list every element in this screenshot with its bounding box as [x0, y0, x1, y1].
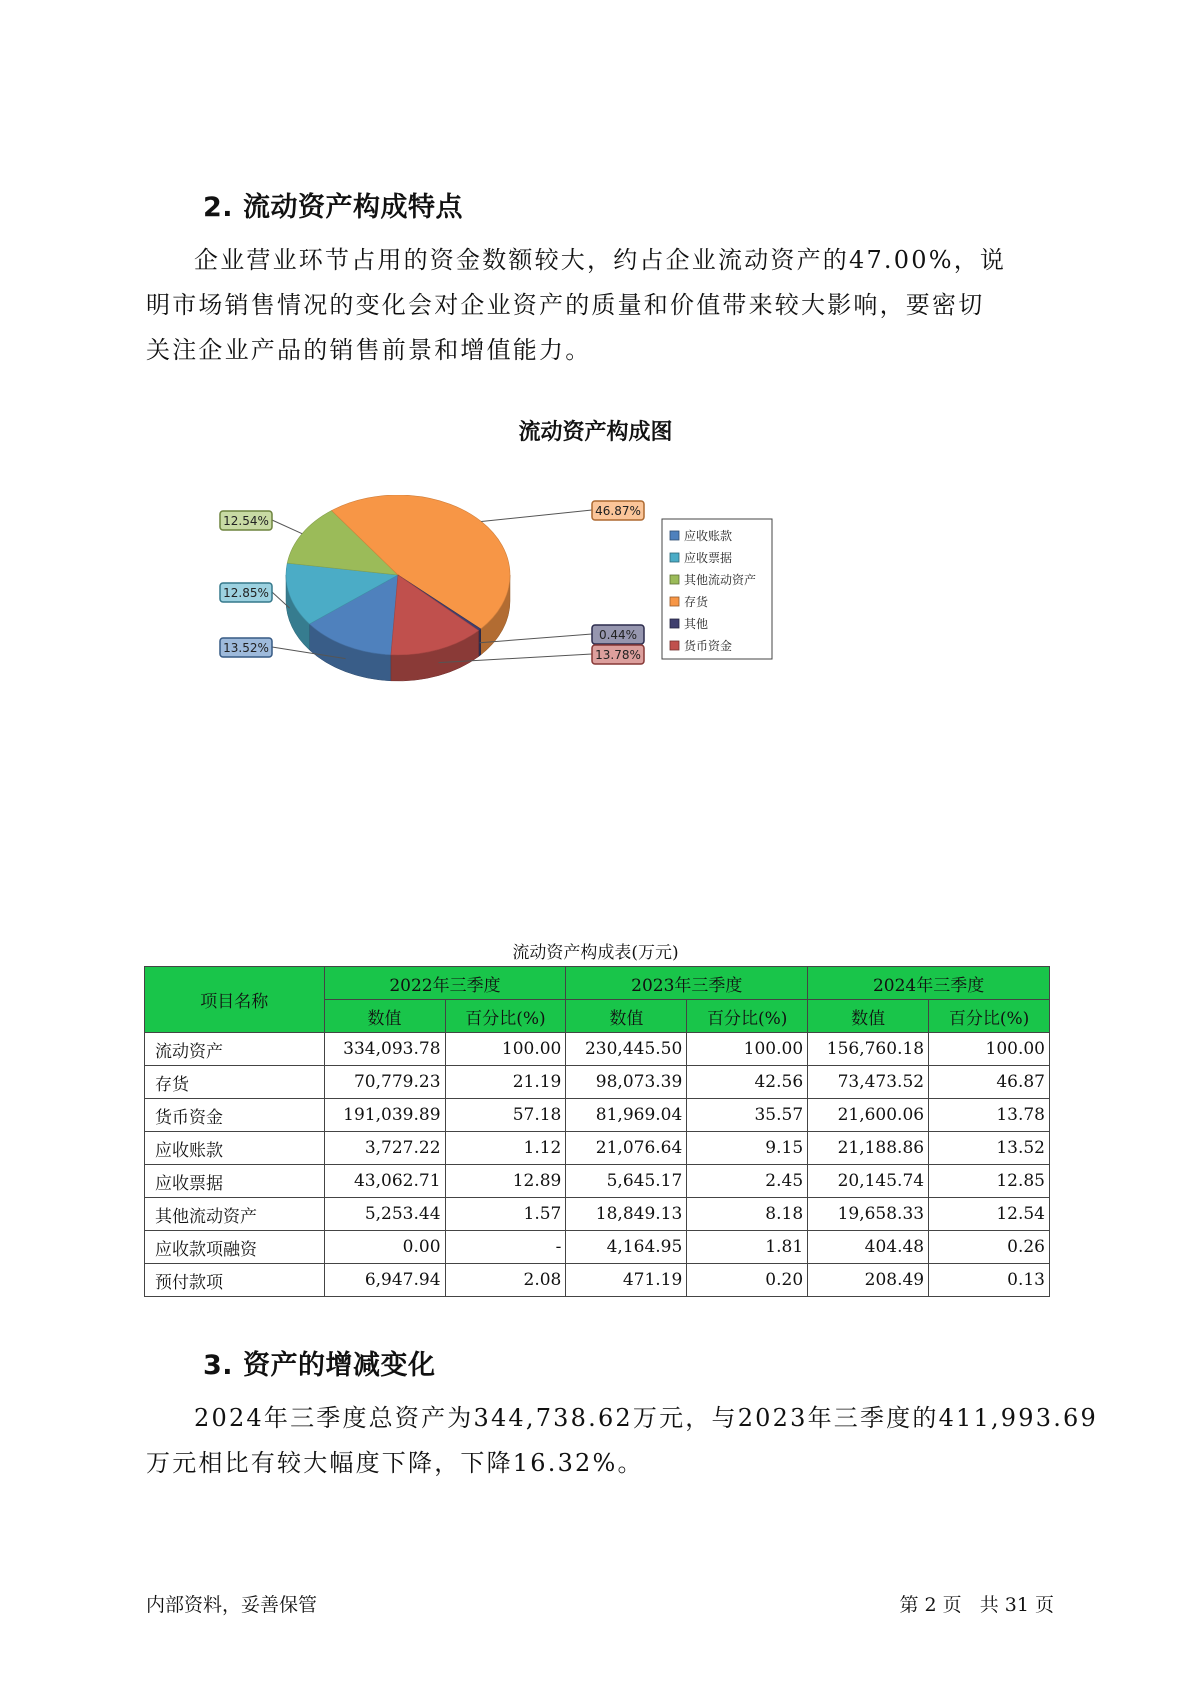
para-line: 2024年三季度总资产为344,738.62万元，与2023年三季度的411,993.69 — [194, 1404, 1098, 1432]
percent-cell: 46.87 — [929, 1066, 1050, 1099]
value-cell: 73,473.52 — [808, 1066, 929, 1099]
row-label: 应收款项融资 — [145, 1231, 325, 1264]
pie-tops — [286, 495, 510, 655]
legend-swatch — [670, 553, 679, 562]
para-line: 企业营业环节占用的资金数额较大，约占企业流动资产的47.00%，说 — [194, 246, 1007, 274]
row-label: 应收账款 — [145, 1132, 325, 1165]
value-cell: 471.19 — [566, 1264, 687, 1297]
percent-cell: 100.00 — [687, 1033, 808, 1066]
para-line: 明市场销售情况的变化会对企业资产的质量和价值带来较大影响，要密切 — [146, 291, 985, 319]
value-cell: 156,760.18 — [808, 1033, 929, 1066]
percent-cell: 100.00 — [929, 1033, 1050, 1066]
chart-title: 流动资产构成图 — [518, 420, 673, 445]
footer-confidential: 内部资料，妥善保管 — [146, 1594, 318, 1616]
legend-swatch — [670, 531, 679, 540]
value-cell: 334,093.78 — [324, 1033, 445, 1066]
chart-legend — [662, 519, 772, 659]
data-label: 13.78% — [595, 648, 641, 662]
header-pct: 百分比(%) — [445, 1000, 566, 1033]
header-pct: 百分比(%) — [929, 1000, 1050, 1033]
value-cell: 19,658.33 — [808, 1198, 929, 1231]
legend-entry: 存货 — [684, 595, 709, 609]
value-cell: 20,145.74 — [808, 1165, 929, 1198]
legend-swatch — [670, 575, 679, 584]
percent-cell: 2.08 — [445, 1264, 566, 1297]
leader-line — [481, 510, 592, 522]
section-3-heading: 3. 资产的增减变化 — [203, 1350, 436, 1381]
legend-swatch — [670, 597, 679, 606]
value-cell: 21,188.86 — [808, 1132, 929, 1165]
value-cell: 70,779.23 — [324, 1066, 445, 1099]
percent-cell: 1.81 — [687, 1231, 808, 1264]
percent-cell: 42.56 — [687, 1066, 808, 1099]
leader-line — [272, 520, 302, 534]
table-row — [145, 1165, 1050, 1198]
data-label: 13.52% — [223, 641, 269, 655]
value-cell: 6,947.94 — [324, 1264, 445, 1297]
percent-cell: 13.52 — [929, 1132, 1050, 1165]
percent-cell: 0.26 — [929, 1231, 1050, 1264]
value-cell: 3,727.22 — [324, 1132, 445, 1165]
legend-entry: 应收票据 — [684, 551, 733, 565]
table-row — [145, 1264, 1050, 1297]
percent-cell: 57.18 — [445, 1099, 566, 1132]
table-row — [145, 1066, 1050, 1099]
header-pct: 百分比(%) — [687, 1000, 808, 1033]
data-label: 46.87% — [595, 504, 641, 518]
header-item-name: 项目名称 — [145, 967, 325, 1033]
value-cell: 208.49 — [808, 1264, 929, 1297]
legend-swatch — [670, 619, 679, 628]
header-value: 数值 — [566, 1000, 687, 1033]
header-period: 2024年三季度 — [808, 967, 1050, 1000]
percent-cell: 35.57 — [687, 1099, 808, 1132]
row-label: 应收票据 — [145, 1165, 325, 1198]
legend-entry: 应收账款 — [684, 529, 733, 543]
table-row — [145, 1132, 1050, 1165]
table-row — [145, 1099, 1050, 1132]
percent-cell: 21.19 — [445, 1066, 566, 1099]
percent-cell: 0.13 — [929, 1264, 1050, 1297]
table-body — [145, 1033, 1050, 1297]
data-label: 0.44% — [598, 628, 638, 642]
legend-swatch — [670, 641, 679, 650]
table-row — [145, 1033, 1050, 1066]
pie-chart — [190, 495, 840, 735]
percent-cell: 8.18 — [687, 1198, 808, 1231]
row-label: 流动资产 — [145, 1033, 325, 1066]
value-cell: 404.48 — [808, 1231, 929, 1264]
percent-cell: 1.12 — [445, 1132, 566, 1165]
value-cell: 0.00 — [324, 1231, 445, 1264]
section-2-heading: 2. 流动资产构成特点 — [203, 192, 463, 223]
percent-cell: 100.00 — [445, 1033, 566, 1066]
percent-cell: 12.54 — [929, 1198, 1050, 1231]
value-cell: 21,076.64 — [566, 1132, 687, 1165]
row-label: 其他流动资产 — [145, 1198, 325, 1231]
header-period: 2022年三季度 — [324, 967, 566, 1000]
value-cell: 4,164.95 — [566, 1231, 687, 1264]
legend-entry: 其他 — [684, 617, 709, 631]
value-cell: 21,600.06 — [808, 1099, 929, 1132]
value-cell: 98,073.39 — [566, 1066, 687, 1099]
percent-cell: 12.85 — [929, 1165, 1050, 1198]
row-label: 存货 — [145, 1066, 325, 1099]
table-row — [145, 1231, 1050, 1264]
section-2-paragraph — [146, 238, 1056, 373]
value-cell: 230,445.50 — [566, 1033, 687, 1066]
value-cell: 5,645.17 — [566, 1165, 687, 1198]
footer-page-number: 第 2 页 共 31 页 — [899, 1594, 1054, 1616]
percent-cell: 1.57 — [445, 1198, 566, 1231]
legend-entry: 货币资金 — [684, 639, 733, 653]
percent-cell: 2.45 — [687, 1165, 808, 1198]
value-cell: 43,062.71 — [324, 1165, 445, 1198]
value-cell: 191,039.89 — [324, 1099, 445, 1132]
row-label: 预付款项 — [145, 1264, 325, 1297]
percent-cell: 12.89 — [445, 1165, 566, 1198]
percent-cell: 0.20 — [687, 1264, 808, 1297]
para-line: 关注企业产品的销售前景和增值能力。 — [146, 336, 592, 364]
row-label: 货币资金 — [145, 1099, 325, 1132]
header-value: 数值 — [808, 1000, 929, 1033]
legend-entry: 其他流动资产 — [684, 573, 757, 587]
table-row — [145, 1198, 1050, 1231]
header-value: 数值 — [324, 1000, 445, 1033]
section-3-paragraph — [146, 1396, 1098, 1486]
header-period: 2023年三季度 — [566, 967, 808, 1000]
value-cell: 81,969.04 — [566, 1099, 687, 1132]
data-label: 12.54% — [223, 514, 269, 528]
current-assets-table — [144, 966, 1050, 1297]
value-cell: 18,849.13 — [566, 1198, 687, 1231]
percent-cell: - — [445, 1231, 566, 1264]
data-label: 12.85% — [223, 586, 269, 600]
para-line: 万元相比有较大幅度下降，下降16.32%。 — [146, 1449, 644, 1477]
percent-cell: 9.15 — [687, 1132, 808, 1165]
percent-cell: 13.78 — [929, 1099, 1050, 1132]
value-cell: 5,253.44 — [324, 1198, 445, 1231]
table-caption: 流动资产构成表(万元) — [512, 943, 679, 963]
